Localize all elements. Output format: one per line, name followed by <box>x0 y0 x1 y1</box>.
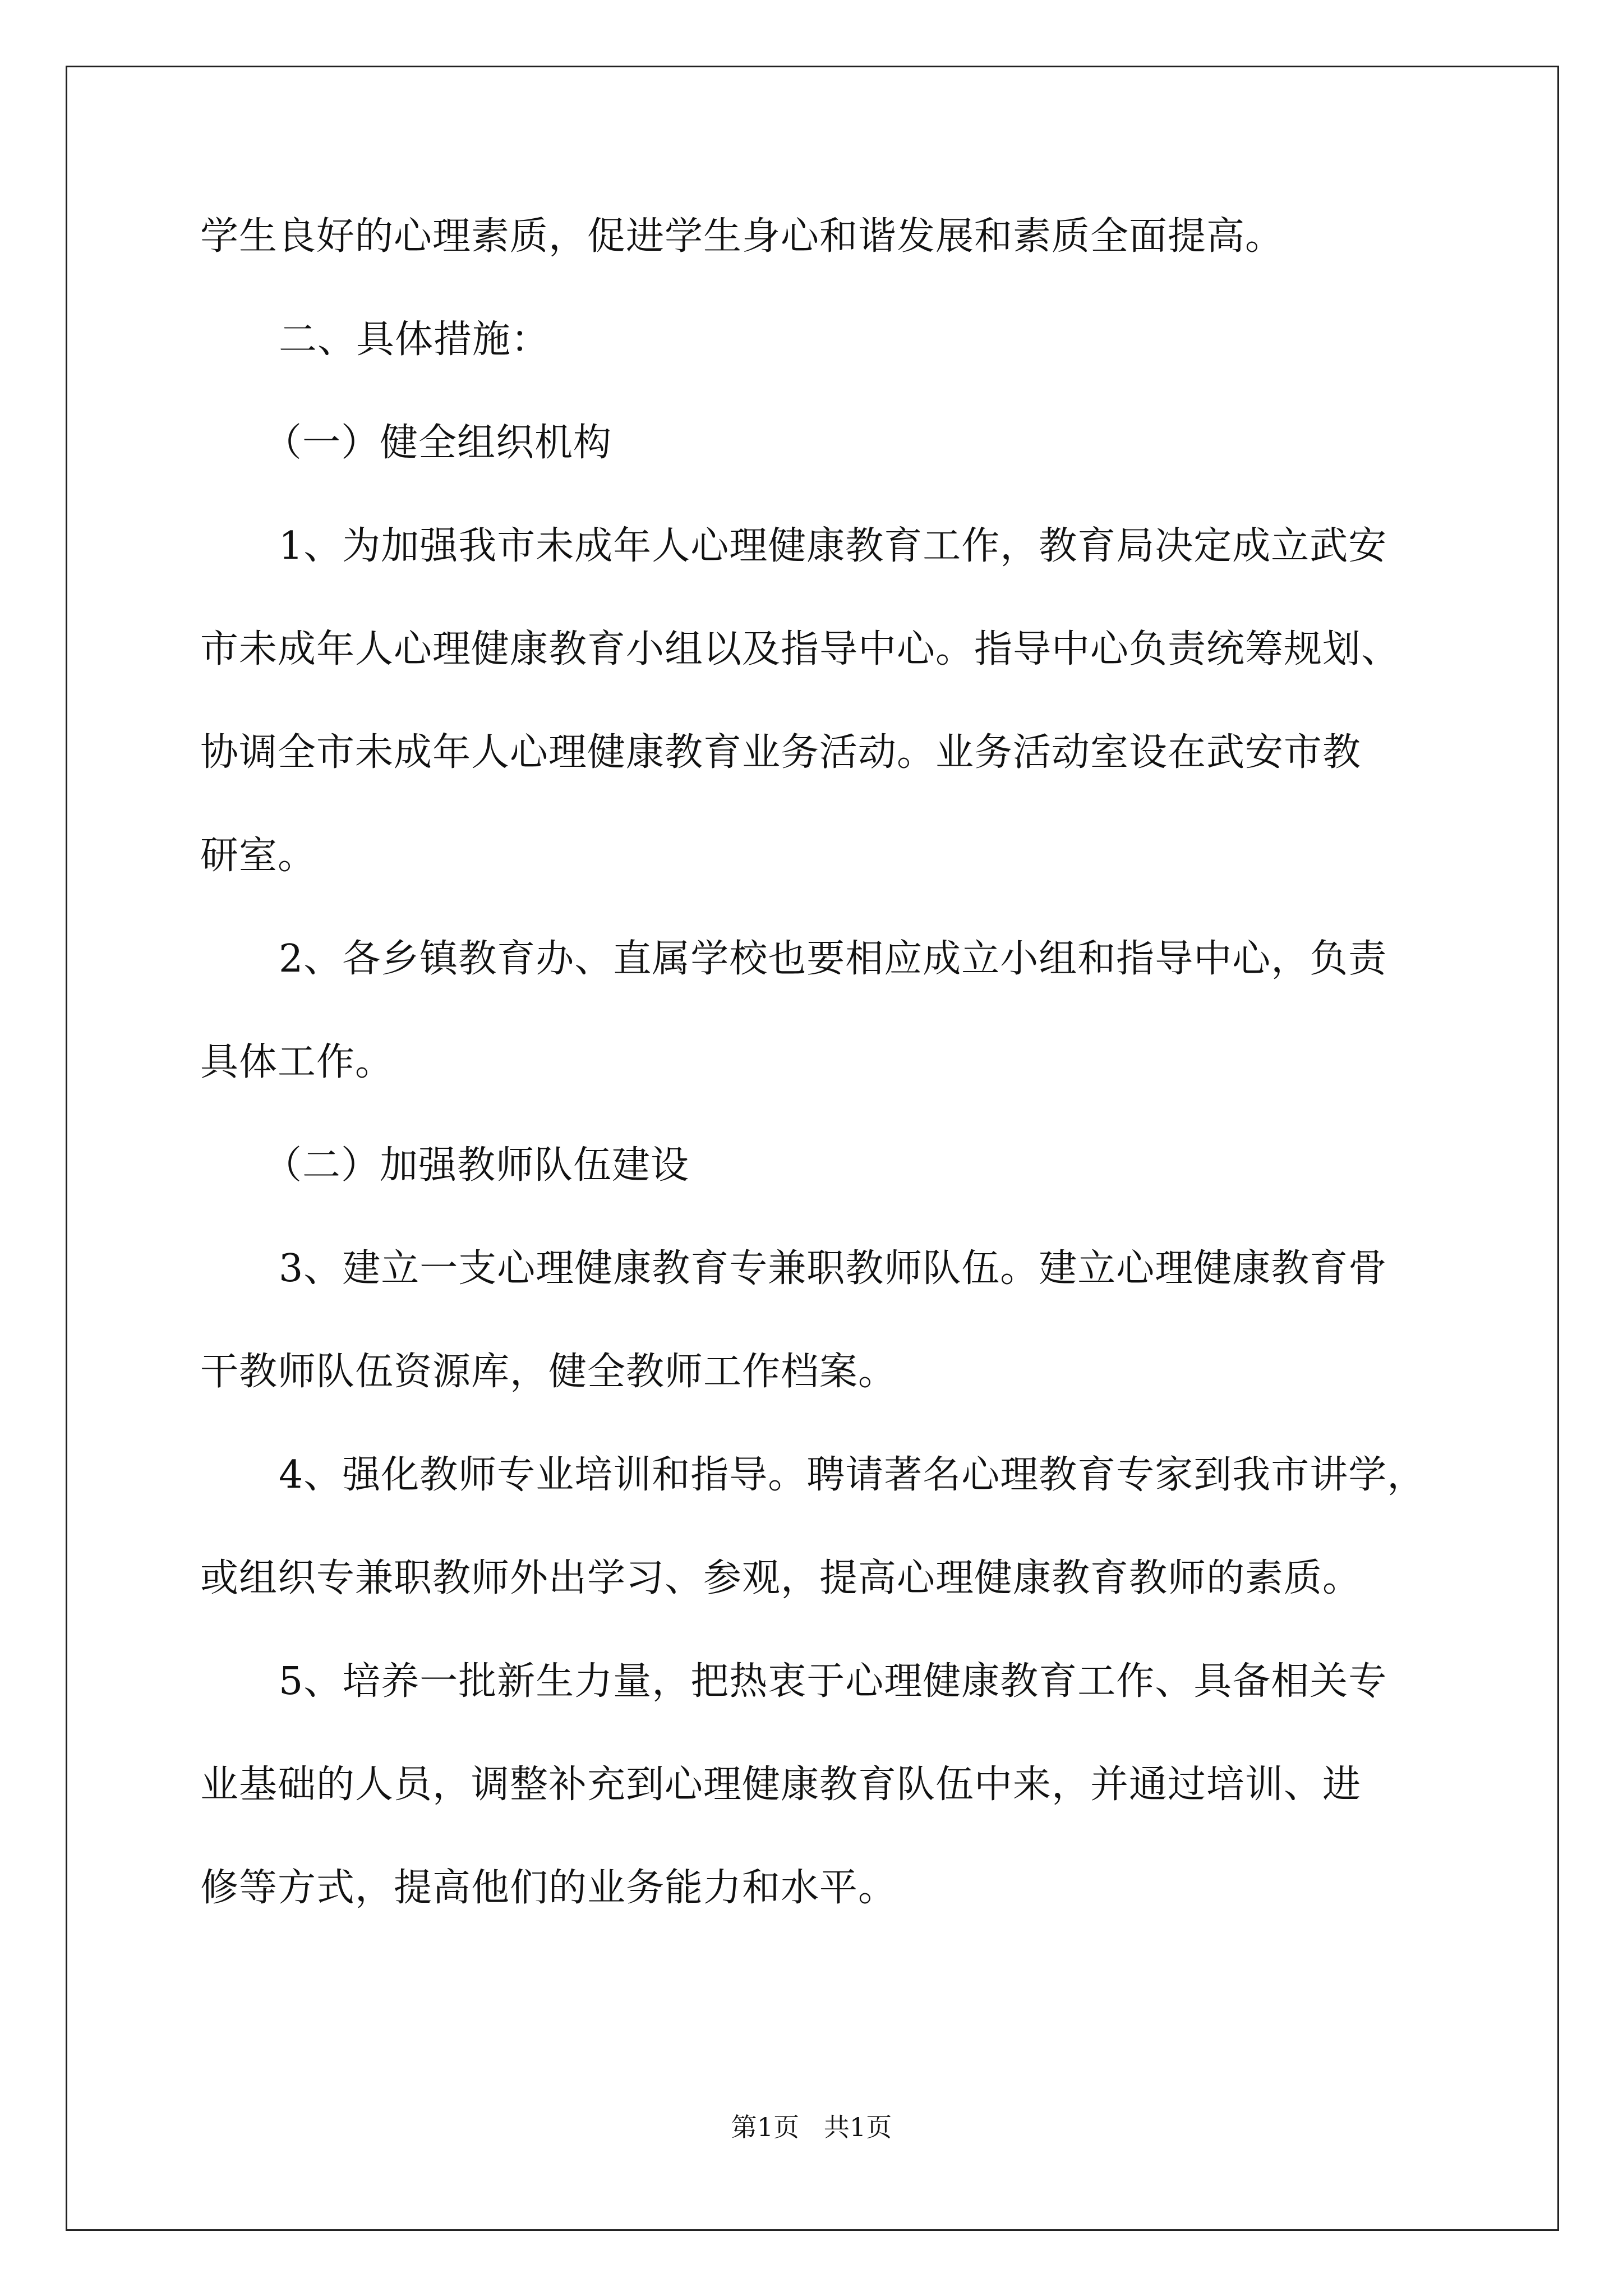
section-heading: 二、具体措施： <box>279 318 550 362</box>
paragraph-line: 5、培养一批新生力量，把热衷于心理健康教育工作、具备相关专 <box>279 1659 1387 1704</box>
paragraph-line: 修等方式，提高他们的业务能力和水平。 <box>200 1866 897 1910</box>
paragraph-line: 市未成年人心理健康教育小组以及指导中心。指导中心负责统筹规划、 <box>200 627 1400 671</box>
paragraph-line: 1、为加强我市未成年人心理健康教育工作，教育局决定成立武安 <box>279 524 1387 568</box>
paragraph-line: 具体工作。 <box>200 1040 394 1084</box>
page-number-footer: 第1页 共1页 <box>731 2112 892 2142</box>
paragraph-line: 干教师队伍资源库，健全教师工作档案。 <box>200 1350 897 1394</box>
paragraph-line: 协调全市未成年人心理健康教育业务活动。业务活动室设在武安市教 <box>200 730 1362 775</box>
paragraph-line: 2、各乡镇教育办、直属学校也要相应成立小组和指导中心，负责 <box>279 937 1387 981</box>
paragraph-line: 研室。 <box>200 834 317 878</box>
paragraph-line: 或组织专兼职教师外出学习、参观，提高心理健康教育教师的素质。 <box>200 1556 1362 1600</box>
subsection-heading: （二）加强教师队伍建设 <box>264 1143 690 1188</box>
paragraph-line: 3、建立一支心理健康教育专兼职教师队伍。建立心理健康教育骨 <box>279 1246 1387 1291</box>
subsection-heading: （一）健全组织机构 <box>264 421 612 465</box>
paragraph-line: 业基础的人员，调整补充到心理健康教育队伍中来，并通过培训、进 <box>200 1763 1362 1807</box>
paragraph-line: 学生良好的心理素质，促进学生身心和谐发展和素质全面提高。 <box>200 214 1284 259</box>
paragraph-line: 4、强化教师专业培训和指导。聘请著名心理教育专家到我市讲学， <box>279 1453 1426 1497</box>
